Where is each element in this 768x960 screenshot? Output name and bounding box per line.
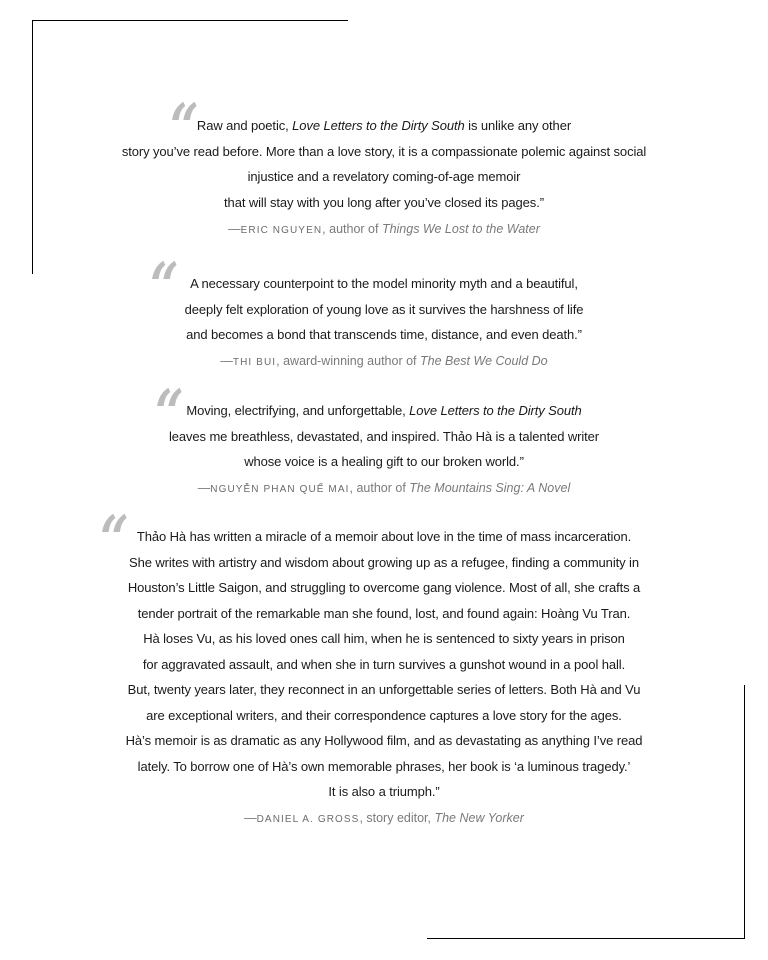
quote-line xyxy=(0,529,768,545)
attribution-name: NGUYỄN PHAN QUẾ MAI xyxy=(210,484,350,495)
attribution-work: Things We Lost to the Water xyxy=(381,221,540,236)
quote-text: story you’ve read before. More than a love story, it is a compassionate polemic against social xyxy=(121,143,647,159)
quote-mark-icon: “ xyxy=(100,502,129,577)
quote-line xyxy=(0,144,768,160)
quote-text: Thảo Hà has written a miracle of a memoir about love in the time of mass incarceration. xyxy=(136,529,632,544)
quote-line xyxy=(0,708,768,724)
quote-text: A necessary counterpoint to the model minority myth and a beautiful, xyxy=(190,276,578,291)
quote-mark-icon: “ xyxy=(155,376,184,451)
quote-text: She writes with artistry and wisdom about growing up as a refugee, finding a community in xyxy=(129,554,639,570)
quote-line xyxy=(0,580,768,596)
attribution-dash: — xyxy=(197,481,211,495)
attribution xyxy=(0,353,768,371)
attribution xyxy=(0,480,768,498)
quote-line xyxy=(0,733,768,749)
quote-text: But, twenty years later, they reconnect in an unforgettable series of letters. Both Hà and Vu xyxy=(127,682,641,697)
book-title: Love Letters to the Dirty South xyxy=(292,118,465,133)
attribution-dash: — xyxy=(220,354,233,368)
frame-corner-bottom-right-horizontal xyxy=(427,938,745,939)
quote-line xyxy=(0,555,768,571)
quote-text: Moving, electrifying, and unforgettable, xyxy=(186,403,410,418)
quote-line xyxy=(0,195,768,211)
attribution-work: The New Yorker xyxy=(434,811,524,825)
attribution-dash: — xyxy=(244,811,257,825)
attribution-role: , author of xyxy=(322,221,382,236)
quote-line xyxy=(0,302,768,318)
quote-line xyxy=(0,276,768,292)
attribution xyxy=(0,221,768,239)
quote-text: injustice and a revelatory coming-of-age memoir xyxy=(247,169,521,184)
attribution-dash: — xyxy=(228,221,241,236)
quote-line xyxy=(0,784,768,800)
attribution-work: The Best We Could Do xyxy=(420,354,548,368)
attribution-role: , author of xyxy=(349,481,410,495)
quote-line xyxy=(0,657,768,673)
quote-line xyxy=(0,403,768,419)
attribution-role: , story editor, xyxy=(359,811,435,825)
book-title: Love Letters to the Dirty South xyxy=(409,403,582,418)
quote-text: Houston’s Little Saigon, and struggling to overcome gang violence. Most of all, she crafts a xyxy=(127,580,641,595)
quote-text: Hà loses Vu, as his loved ones call him, when he is sentenced to sixty years in prison xyxy=(143,631,625,646)
quote-text: whose voice is a healing gift to our broken world.” xyxy=(244,454,524,469)
quote-line xyxy=(0,118,768,134)
quote-line xyxy=(0,682,768,698)
attribution-name: DANIEL A. GROSS xyxy=(256,814,360,825)
quote-text: deeply felt exploration of young love as it survives the harshness of life xyxy=(184,301,584,317)
quote-text: leaves me breathless, devastated, and inspired. Thảo Hà is a talented writer xyxy=(168,428,600,444)
frame-corner-top-left-horizontal xyxy=(32,20,348,21)
quote-text: and becomes a bond that transcends time, distance, and even death.” xyxy=(186,327,582,342)
attribution-role: , award-winning author of xyxy=(276,354,420,368)
quote-line xyxy=(0,169,768,185)
attribution-name: THI BUI xyxy=(232,357,277,368)
quote-line xyxy=(0,429,768,445)
attribution xyxy=(0,810,768,828)
quote-mark-icon: “ xyxy=(150,249,179,324)
quote-text: Hà’s memoir is as dramatic as any Hollywood film, and as devastating as anything I’ve read xyxy=(125,733,643,748)
quote-text: tender portrait of the remarkable man she found, lost, and found again: Hoàng Vu Tran. xyxy=(137,605,631,621)
quote-text: are exceptional writers, and their correspondence captures a love story for the ages. xyxy=(146,707,622,723)
quote-line xyxy=(0,759,768,775)
quote-line xyxy=(0,631,768,647)
quote-text: Raw and poetic, xyxy=(196,118,293,133)
attribution-name: ERIC NGUYEN xyxy=(240,224,323,236)
quote-text: for aggravated assault, and when she in turn survives a gunshot wound in a pool hall. xyxy=(142,656,626,672)
quote-text: that will stay with you long after you’ve closed its pages.” xyxy=(224,194,544,210)
quote-text: It is also a triumph.” xyxy=(328,784,440,799)
quote-line xyxy=(0,454,768,470)
attribution-work: The Mountains Sing: A Novel xyxy=(409,481,571,495)
quote-line xyxy=(0,606,768,622)
quote-text: is unlike any other xyxy=(464,118,572,133)
quote-line xyxy=(0,327,768,343)
quote-mark-icon: “ xyxy=(170,90,199,165)
quote-text: lately. To borrow one of Hà’s own memorable phrases, her book is ‘a luminous tragedy.’ xyxy=(137,758,631,774)
